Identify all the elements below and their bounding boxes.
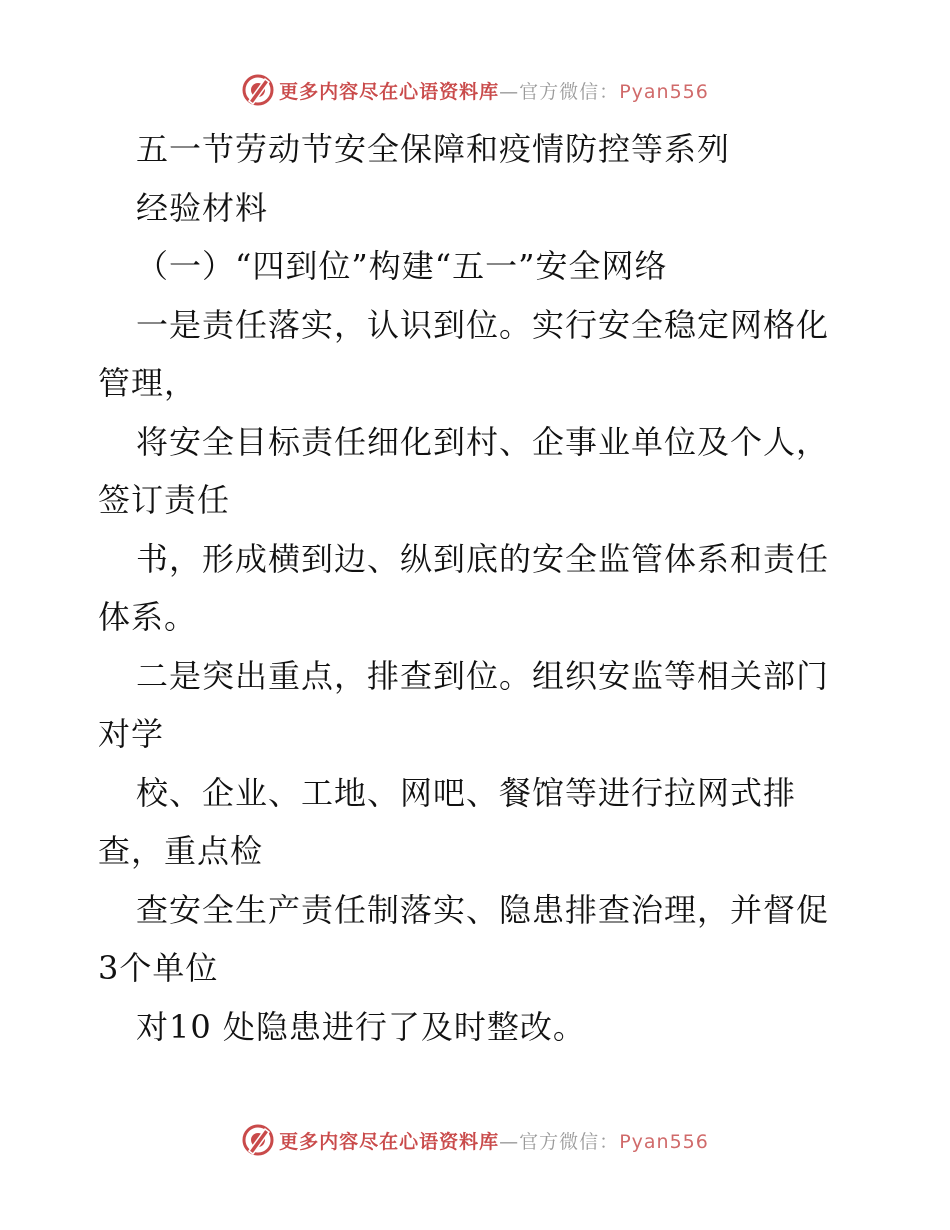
doc-line: 3个单位 bbox=[98, 949, 219, 987]
pen-logo-icon bbox=[241, 1123, 275, 1157]
doc-line: 校、企业、工地、网吧、餐馆等进行拉网式排 bbox=[136, 773, 797, 812]
pen-logo-icon bbox=[241, 73, 275, 107]
doc-line: 二是突出重点，排查到位。组织安监等相关部门 bbox=[136, 656, 830, 695]
doc-line: 一是责任落实，认识到位。实行安全稳定网格化 bbox=[136, 305, 830, 344]
doc-line: 将安全目标责任细化到村、企事业单位及个人， bbox=[136, 422, 830, 461]
doc-line: 签订责任 bbox=[98, 481, 231, 519]
watermark-brand: 更多内容尽在心语资料库 bbox=[279, 80, 500, 103]
watermark-label: 官方微信： bbox=[519, 1130, 620, 1153]
watermark-wechat-id: Pyan556 bbox=[619, 80, 709, 103]
watermark-dash: — bbox=[499, 1130, 520, 1153]
doc-line: （一）“四到位”构建“五一”安全网络 bbox=[136, 247, 668, 285]
doc-line: 管理， bbox=[98, 364, 198, 402]
watermark-label: 官方微信： bbox=[519, 80, 620, 103]
header-watermark bbox=[0, 70, 950, 110]
watermark-text bbox=[279, 77, 709, 104]
doc-line: 五一节劳动节安全保障和疫情防控等系列 bbox=[136, 130, 731, 168]
watermark-text bbox=[279, 1127, 709, 1154]
doc-line: 经验材料 bbox=[136, 188, 269, 227]
doc-line: 对10 处隐患进行了及时整改。 bbox=[136, 1007, 586, 1046]
doc-line: 查安全生产责任制落实、隐患排查治理，并督促 bbox=[136, 890, 830, 929]
watermark-dash: — bbox=[499, 80, 520, 103]
watermark-brand: 更多内容尽在心语资料库 bbox=[279, 1130, 500, 1153]
footer-watermark bbox=[0, 1120, 950, 1160]
watermark-wechat-id: Pyan556 bbox=[619, 1130, 709, 1153]
doc-line: 书，形成横到边、纵到底的安全监管体系和责任 bbox=[136, 539, 830, 578]
doc-line: 体系。 bbox=[98, 598, 198, 636]
doc-line: 查，重点检 bbox=[98, 832, 264, 870]
doc-line: 对学 bbox=[98, 715, 165, 753]
document-body bbox=[98, 120, 858, 1056]
